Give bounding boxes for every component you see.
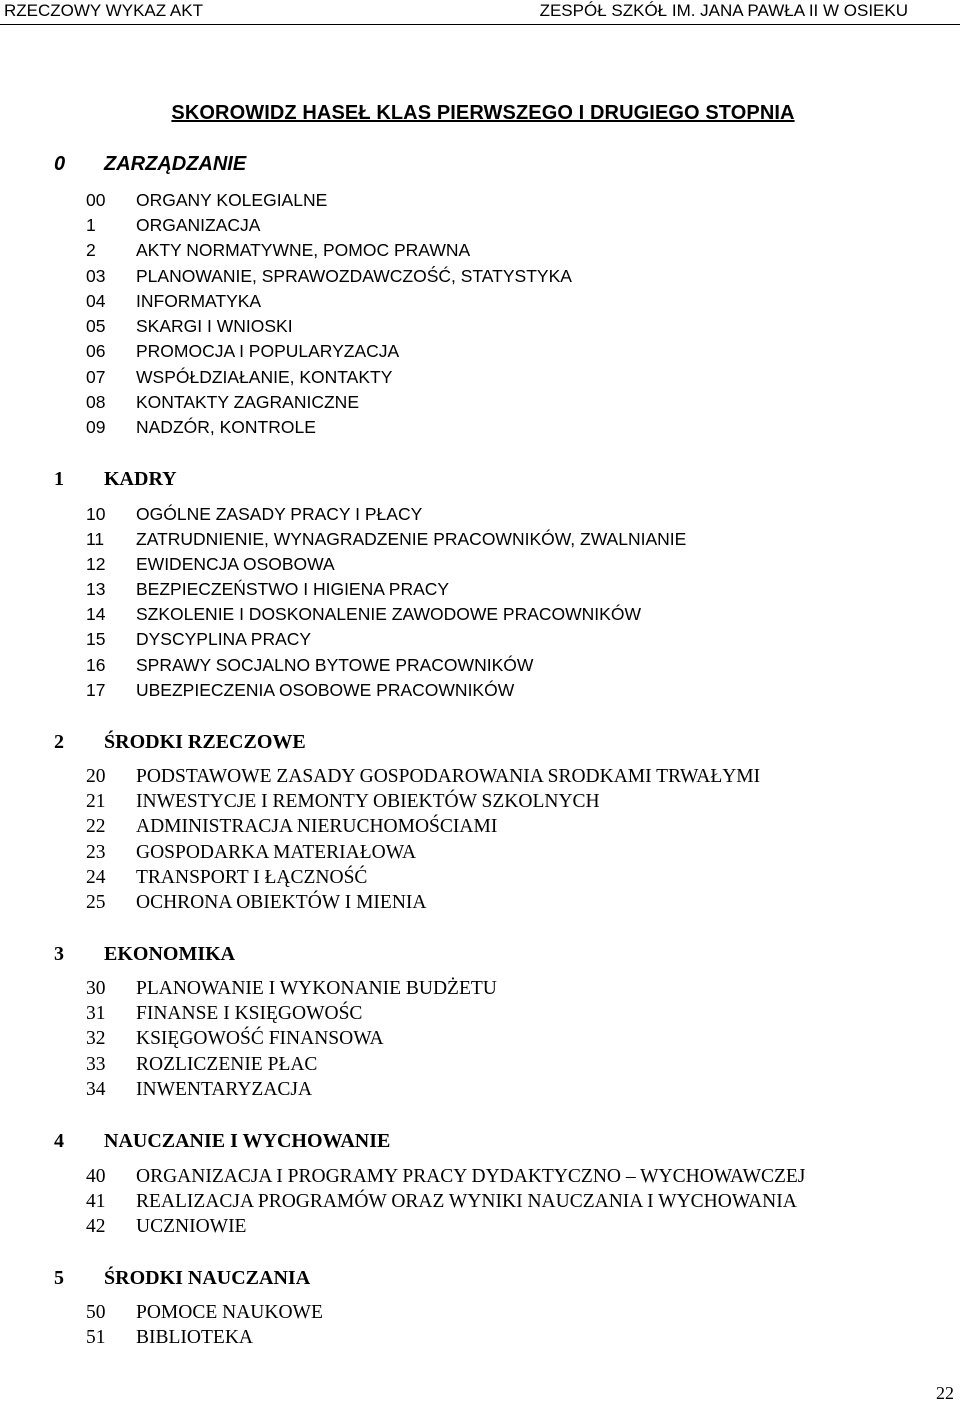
item-code: 03: [86, 266, 106, 286]
item-code: 12: [86, 554, 106, 574]
item-code: 34: [86, 1079, 106, 1100]
item-label: EWIDENCJA OSOBOWA: [136, 554, 335, 574]
item-code: 50: [86, 1302, 106, 1323]
item-label: SZKOLENIE I DOSKONALENIE ZAWODOWE PRACOWNIKÓW: [136, 604, 641, 624]
item-label: POMOCE NAUKOWE: [136, 1302, 323, 1323]
item-label: SKARGI I WNIOSKI: [136, 316, 293, 336]
item-code: 13: [86, 579, 106, 599]
section-code: 5: [54, 1267, 64, 1289]
item-label: INFORMATYKA: [136, 291, 262, 311]
item-label: ROZLICZENIE PŁAC: [136, 1054, 318, 1075]
item-label: OGÓLNE ZASADY PRACY I PŁACY: [136, 504, 423, 524]
item-label: OCHRONA OBIEKTÓW I MIENIA: [136, 892, 427, 913]
item-code: 16: [86, 655, 106, 675]
item-label: UBEZPIECZENIA OSOBOWE PRACOWNIKÓW: [136, 680, 515, 700]
page-header: [0, 0, 960, 25]
item-code: 05: [86, 316, 106, 336]
item-code: 14: [86, 604, 106, 624]
item-label: TRANSPORT I ŁĄCZNOŚĆ: [136, 867, 368, 888]
item-code: 08: [86, 392, 106, 412]
section-code: 3: [54, 943, 64, 965]
item-code: 21: [86, 791, 106, 812]
item-label: INWESTYCJE I REMONTY OBIEKTÓW SZKOLNYCH: [136, 791, 600, 812]
item-code: 11: [86, 529, 105, 549]
header-left: RZECZOWY WYKAZ AKT: [4, 1, 203, 20]
item-code: 20: [86, 766, 106, 787]
item-label: ORGANIZACJA: [136, 215, 261, 235]
item-code: 24: [86, 867, 106, 888]
header-right: ZESPÓŁ SZKÓŁ IM. JANA PAWŁA II W OSIEKU: [539, 1, 908, 20]
item-code: 41: [86, 1191, 106, 1212]
item-code: 06: [86, 341, 106, 361]
item-code: 25: [86, 892, 106, 913]
item-label: SPRAWY SOCJALNO BYTOWE PRACOWNIKÓW: [136, 655, 534, 675]
item-label: PLANOWANIE I WYKONANIE BUDŻETU: [136, 978, 497, 999]
item-label: INWENTARYZACJA: [136, 1079, 313, 1100]
section-label: ZARZĄDZANIE: [104, 153, 247, 175]
item-label: ORGANY KOLEGIALNE: [136, 190, 328, 210]
section-label: NAUCZANIE I WYCHOWANIE: [104, 1130, 391, 1152]
item-code: 09: [86, 417, 106, 437]
item-code: 22: [86, 816, 106, 837]
item-code: 33: [86, 1054, 106, 1075]
section-label: ŚRODKI RZECZOWE: [104, 731, 306, 753]
section-code: 0: [54, 153, 66, 175]
item-code: 1: [86, 215, 96, 235]
item-label: ADMINISTRACJA NIERUCHOMOŚCIAMI: [136, 816, 498, 837]
item-label: PODSTAWOWE ZASADY GOSPODAROWANIA SRODKAMI TRWAŁYMI: [136, 766, 761, 787]
item-code: 17: [86, 680, 106, 700]
item-label: BEZPIECZEŃSTWO I HIGIENA PRACY: [136, 579, 450, 599]
item-label: REALIZACJA PROGRAMÓW ORAZ WYNIKI NAUCZANIA I WYCHOWANIA: [136, 1191, 797, 1212]
item-code: 23: [86, 842, 106, 863]
item-label: KSIĘGOWOŚĆ FINANSOWA: [136, 1028, 384, 1049]
item-code: 32: [86, 1028, 106, 1049]
item-label: GOSPODARKA MATERIAŁOWA: [136, 842, 417, 863]
item-code: 40: [86, 1166, 106, 1187]
item-label: DYSCYPLINA PRACY: [136, 629, 312, 649]
item-code: 42: [86, 1216, 106, 1237]
item-label: ZATRUDNIENIE, WYNAGRADZENIE PRACOWNIKÓW, ZWALNIANIE: [136, 529, 687, 549]
item-code: 15: [86, 629, 106, 649]
item-code: 07: [86, 367, 106, 387]
page-title-text: SKOROWIDZ HASEŁ KLAS PIERWSZEGO I DRUGIEGO STOPNIA: [171, 102, 795, 124]
item-label: BIBLIOTEKA: [136, 1327, 253, 1348]
section-code: 1: [54, 468, 64, 490]
section-label: KADRY: [104, 468, 177, 490]
section-label: EKONOMIKA: [104, 943, 236, 965]
item-label: ORGANIZACJA I PROGRAMY PRACY DYDAKTYCZNO – WYCHOWAWCZEJ: [136, 1166, 806, 1187]
page-number: 22: [936, 1383, 954, 1403]
item-code: 31: [86, 1003, 106, 1024]
item-label: NADZÓR, KONTROLE: [136, 417, 316, 437]
item-label: AKTY NORMATYWNE, POMOC PRAWNA: [136, 240, 471, 260]
item-label: WSPÓŁDZIAŁANIE, KONTAKTY: [136, 367, 393, 387]
item-label: UCZNIOWIE: [136, 1216, 247, 1237]
item-label: FINANSE I KSIĘGOWOŚC: [136, 1003, 363, 1024]
item-label: KONTAKTY ZAGRANICZNE: [136, 392, 359, 412]
item-label: PROMOCJA I POPULARYZACJA: [136, 341, 400, 361]
item-code: 10: [86, 504, 106, 524]
item-code: 30: [86, 978, 106, 999]
section-code: 2: [54, 731, 64, 753]
section-label: ŚRODKI NAUCZANIA: [104, 1267, 311, 1289]
item-label: PLANOWANIE, SPRAWOZDAWCZOŚĆ, STATYSTYKA: [136, 266, 572, 286]
item-code: 00: [86, 190, 106, 210]
page-title: [0, 102, 960, 125]
section-code: 4: [54, 1130, 64, 1152]
item-code: 51: [86, 1327, 106, 1348]
item-code: 04: [86, 291, 106, 311]
item-code: 2: [86, 240, 96, 260]
